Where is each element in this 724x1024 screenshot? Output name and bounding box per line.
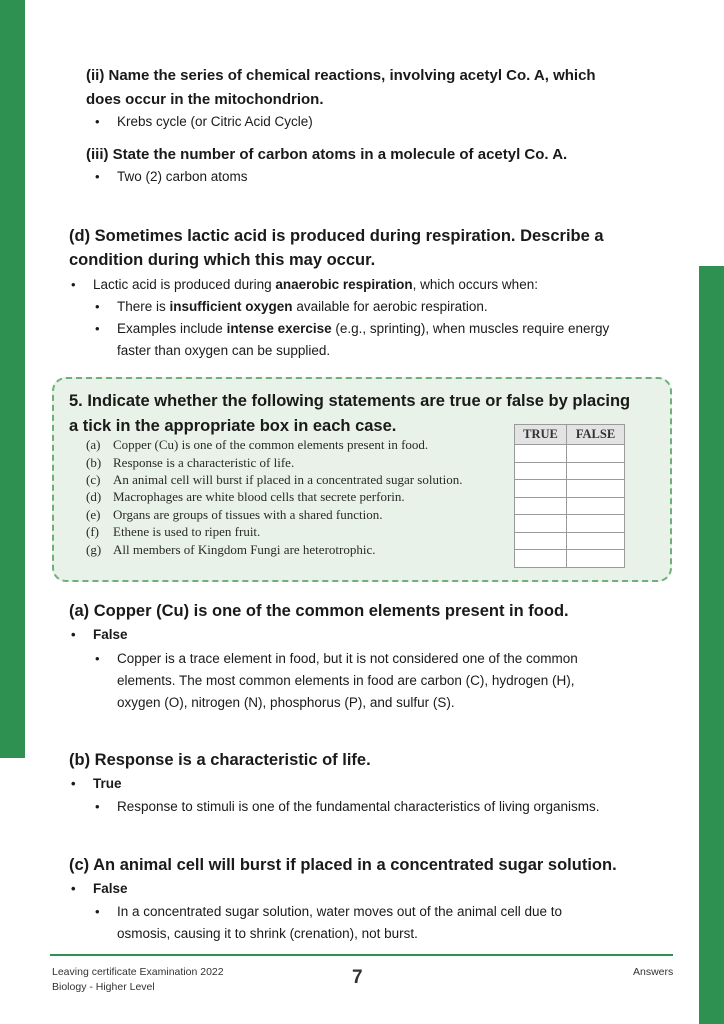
false-checkbox-cell[interactable] bbox=[567, 532, 625, 550]
question-d-heading-line2: condition during which this may occur. bbox=[69, 251, 376, 269]
footer-divider bbox=[50, 954, 673, 956]
statement-letter: (a) bbox=[86, 437, 101, 452]
question-5-title-line2: a tick in the appropriate box in each case. bbox=[69, 417, 397, 435]
answer-c-verdict: • False bbox=[93, 878, 128, 900]
question-d-subpoint-1 bbox=[117, 296, 488, 318]
footer-subject-level: Biology - Higher Level bbox=[52, 981, 155, 993]
question-ii-heading-line2: does occur in the mitochondrion. bbox=[86, 91, 324, 108]
statement-e bbox=[86, 506, 382, 523]
true-checkbox-cell[interactable] bbox=[515, 515, 567, 533]
statement-c bbox=[86, 471, 462, 488]
left-accent-bar bbox=[0, 0, 25, 758]
statement-text: Response is a characteristic of life. bbox=[113, 455, 295, 470]
text-segment: (e.g., sprinting), when muscles require energy bbox=[331, 321, 610, 336]
bold-term: insufficient oxygen bbox=[169, 299, 293, 314]
question-d-subpoint-2 bbox=[117, 318, 609, 362]
statement-d bbox=[86, 488, 405, 505]
true-false-table bbox=[514, 424, 625, 568]
text-line: osmosis, causing it to shrink (crenation), not burst. bbox=[117, 926, 418, 941]
statement-text: Ethene is used to ripen fruit. bbox=[113, 524, 261, 539]
footer-section-label: Answers bbox=[633, 966, 674, 978]
true-checkbox-cell[interactable] bbox=[515, 445, 567, 463]
false-checkbox-cell[interactable] bbox=[567, 515, 625, 533]
right-accent-bar bbox=[699, 266, 724, 1024]
statement-text: Organs are groups of tissues with a shared function. bbox=[113, 507, 383, 522]
false-checkbox-cell[interactable] bbox=[567, 497, 625, 515]
question-ii-heading bbox=[86, 64, 596, 112]
true-checkbox-cell[interactable] bbox=[515, 532, 567, 550]
question-ii-answer: • Krebs cycle (or Citric Acid Cycle) bbox=[117, 111, 313, 133]
statement-a bbox=[86, 436, 428, 453]
false-checkbox-cell[interactable] bbox=[567, 445, 625, 463]
statement-f bbox=[86, 523, 260, 540]
text-segment: There is bbox=[117, 299, 170, 314]
text-segment: Examples include bbox=[117, 321, 227, 336]
question-iii-answer: • Two (2) carbon atoms bbox=[117, 166, 248, 188]
statement-letter: (g) bbox=[86, 542, 102, 557]
true-checkbox-cell[interactable] bbox=[515, 462, 567, 480]
answer-c-heading: (c) An animal cell will burst if placed in a concentrated sugar solution. bbox=[69, 856, 617, 874]
statement-letter: (c) bbox=[86, 472, 101, 487]
answer-a-explanation bbox=[117, 648, 578, 714]
text-segment: faster than oxygen can be supplied. bbox=[117, 343, 331, 358]
statement-letter: (f) bbox=[86, 524, 99, 539]
text-segment: Lactic acid is produced during bbox=[93, 277, 276, 292]
question-iii-heading: (iii) State the number of carbon atoms in a molecule of acetyl Co. A. bbox=[86, 146, 568, 163]
true-checkbox-cell[interactable] bbox=[515, 480, 567, 498]
statement-letter: (d) bbox=[86, 489, 102, 504]
question-d-answer bbox=[93, 274, 538, 296]
footer-exam-title: Leaving certificate Examination 2022 bbox=[52, 966, 224, 978]
answer-c-explanation bbox=[117, 901, 562, 945]
false-checkbox-cell[interactable] bbox=[567, 462, 625, 480]
answer-a-verdict: • False bbox=[93, 624, 128, 646]
false-checkbox-cell[interactable] bbox=[567, 550, 625, 568]
statement-text: Copper (Cu) is one of the common elements present in food. bbox=[113, 437, 429, 452]
true-checkbox-cell[interactable] bbox=[515, 550, 567, 568]
text-line: oxygen (O), nitrogen (N), phosphorus (P), and sulfur (S). bbox=[117, 695, 455, 710]
text-line: elements. The most common elements in food are carbon (C), hydrogen (H), bbox=[117, 673, 575, 688]
true-column-header: TRUE bbox=[515, 425, 567, 445]
question-d-heading-line1: (d) Sometimes lactic acid is produced during respiration. Describe a bbox=[69, 227, 604, 245]
statement-letter: (e) bbox=[86, 507, 101, 522]
statement-letter: (b) bbox=[86, 455, 102, 470]
answer-b-heading: (b) Response is a characteristic of life. bbox=[69, 751, 371, 769]
answer-a-heading: (a) Copper (Cu) is one of the common elements present in food. bbox=[69, 602, 569, 620]
true-checkbox-cell[interactable] bbox=[515, 497, 567, 515]
statement-text: All members of Kingdom Fungi are heterotrophic. bbox=[113, 542, 376, 557]
answer-b-explanation: • Response to stimuli is one of the fundamental characteristics of living organisms. bbox=[117, 796, 599, 818]
footer-exam-info bbox=[52, 965, 224, 995]
statement-g bbox=[86, 541, 375, 558]
question-ii-heading-line1: (ii) Name the series of chemical reactions, involving acetyl Co. A, which bbox=[86, 67, 596, 84]
false-checkbox-cell[interactable] bbox=[567, 480, 625, 498]
bold-term: intense exercise bbox=[226, 321, 332, 336]
text-line: In a concentrated sugar solution, water moves out of the animal cell due to bbox=[117, 904, 563, 919]
statement-b bbox=[86, 454, 294, 471]
question-d-heading bbox=[69, 224, 604, 272]
bold-term: anaerobic respiration bbox=[275, 277, 413, 292]
false-column-header: FALSE bbox=[567, 425, 625, 445]
statement-text: An animal cell will burst if placed in a concentrated sugar solution. bbox=[113, 472, 463, 487]
answer-b-verdict: • True bbox=[93, 773, 122, 795]
text-line: Copper is a trace element in food, but it is not considered one of the common bbox=[117, 651, 578, 666]
text-segment: , which occurs when: bbox=[412, 277, 538, 292]
question-5-title-line1: 5. Indicate whether the following statements are true or false by placing bbox=[69, 392, 631, 410]
statement-text: Macrophages are white blood cells that secrete perforin. bbox=[113, 489, 405, 504]
text-segment: available for aerobic respiration. bbox=[292, 299, 488, 314]
page-number: 7 bbox=[352, 967, 363, 988]
